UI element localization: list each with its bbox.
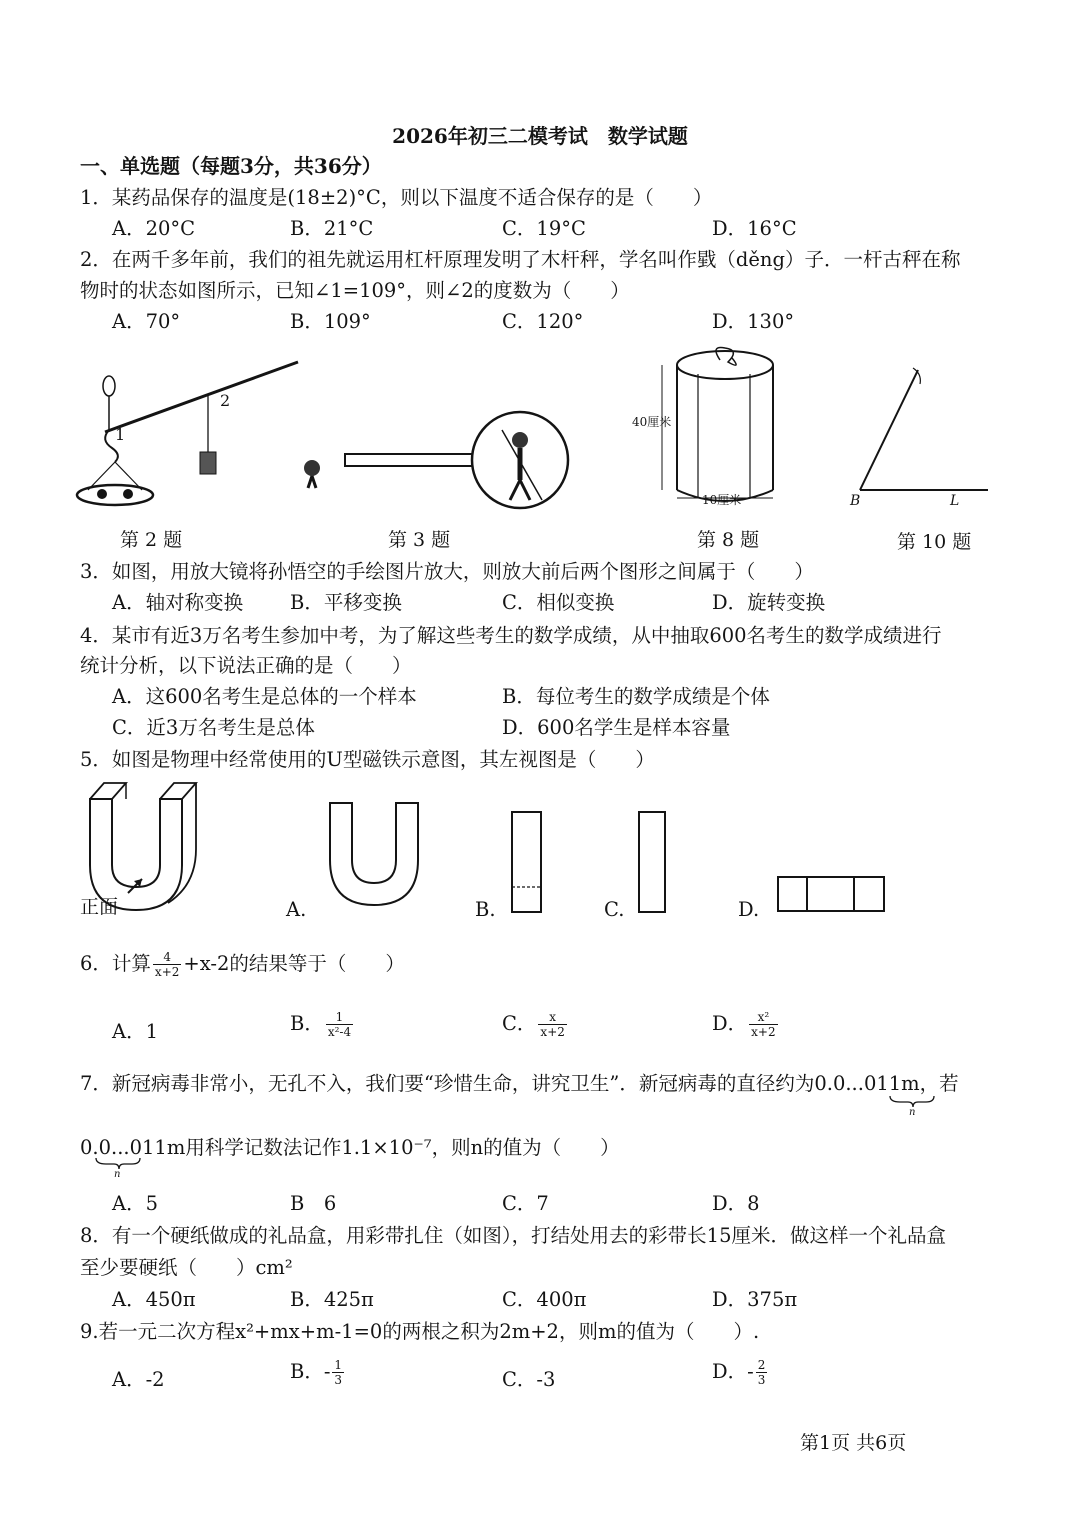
q6-fraction [153,950,181,979]
q6-c-fraction [538,1010,566,1039]
q8-option-b[interactable]: B．425π [290,1288,374,1311]
q9-option-c[interactable] [502,1364,555,1392]
figures-row [70,340,1030,520]
q7-brace-top [888,1094,938,1116]
q5-option-d[interactable]: D. [738,898,760,921]
option-c-rect [639,812,665,912]
section-title: 一、单选题（每题3分，共36分） [80,154,382,178]
q6-a-label: A． [112,1020,146,1043]
angle-1-label: 1 [115,425,126,444]
q7-option-c[interactable]: C．7 [502,1192,549,1215]
q9-option-b[interactable] [290,1356,346,1387]
q6-suffix: +x-2的结果等于（ ） [183,952,405,975]
q6-a-value: 1 [145,1020,159,1043]
page-title: 2026年初三二模考试 数学试题 [392,124,688,148]
q6-option-b[interactable] [290,1008,355,1039]
q6-frac-num: 4 [153,950,181,965]
q3-option-a[interactable]: A．轴对称变换 [112,591,244,614]
question-1-stem: 1．某药品保存的温度是(18±2)°C，则以下温度不适合保存的是（ ） [80,186,713,209]
q6-prefix: 6．计算 [80,952,151,975]
question-4-stem-line1: 4．某市有近3万名考生参加中考，为了解这些考生的数学成绩，从中抽取600名考生的数学成绩进行 [80,624,942,647]
q3-option-b[interactable]: B．平移变换 [290,591,402,614]
q2-option-b[interactable]: B．109° [290,310,371,333]
question-5-stem: 5．如图是物理中经常使用的U型磁铁示意图，其左视图是（ ） [80,748,655,771]
q4-option-d[interactable]: D．600名学生是样本容量 [502,716,731,739]
q7-option-d[interactable]: D．8 [712,1192,760,1215]
q6-option-d[interactable] [712,1008,780,1039]
page-footer: 第1页 共6页 [800,1432,907,1454]
q6-d-label: D． [712,1012,748,1035]
q6-b-num: 1 [326,1010,353,1025]
q2-option-d[interactable]: D．130° [712,310,795,333]
q8-option-c[interactable]: C．400π [502,1288,587,1311]
caption-q10: 第 10 题 [897,531,972,553]
q6-b-label: B． [290,1012,324,1035]
angle-2-label: 2 [220,391,231,410]
question-4-stem-line2: 统计分析，以下说法正确的是（ ） [80,654,412,677]
question-7-stem-line1: 7．新冠病毒非常小，无孔不入，我们要“珍惜生命，讲究卫生”．新冠病毒的直径约为0.0...011m，若 [80,1072,959,1095]
q6-b-den: x²-4 [327,1025,352,1039]
q6-frac-den: x+2 [154,965,180,979]
q7-brace-bottom [94,1156,144,1178]
q3-option-c[interactable]: C．相似变换 [502,591,615,614]
steelyard-figure [77,362,298,505]
q8-option-d[interactable]: D．375π [712,1288,798,1311]
question-6-stem [80,948,405,979]
question-2-stem-line2: 物时的状态如图所示，已知∠1=109°，则∠2的度数为（ ） [80,279,630,302]
diameter-label: 10厘米 [702,493,742,507]
q9-option-a[interactable] [112,1364,165,1392]
magnifier-figure [304,412,568,508]
q4-option-c[interactable]: C．近3万名考生是总体 [112,716,315,739]
option-b-rect-dashed [512,812,541,912]
question-8-stem-line1: 8．有一个硬纸做成的礼品盒，用彩带扎住（如图），打结处用去的彩带长15厘米．做这样一个礼品盒 [80,1224,946,1247]
q4-option-a[interactable]: A．这600名考生是总体的一个样本 [112,685,417,708]
q6-d-den: x+2 [751,1025,776,1039]
question-7-stem-line2: 0.0...011m用科学记数法记作1.1×10⁻⁷，则n的值为（ ） [80,1136,620,1159]
caption-q8: 第 8 题 [697,529,760,551]
q9-c-value: -3 [536,1368,556,1391]
q2-option-c[interactable]: C．120° [502,310,584,333]
q5-option-c[interactable]: C. [604,898,625,921]
caption-q2: 第 2 题 [120,529,183,551]
q8-option-a[interactable]: A．450π [112,1288,196,1311]
q9-b-den: 3 [334,1373,343,1387]
q6-d-fraction [749,1010,777,1039]
q2-option-a[interactable]: A．70° [112,310,181,333]
point-l-label: L [950,493,960,509]
q6-c-num: x [538,1010,566,1025]
option-a-u-shape [330,803,418,905]
q6-d-num: x² [749,1010,777,1025]
q7-option-b[interactable]: B 6 [290,1192,337,1215]
point-b-label: B [850,493,861,509]
q5-option-a[interactable]: A. [286,898,307,921]
gift-box-cylinder-figure [632,348,773,508]
q9-c-label: C． [502,1368,537,1391]
question-3-stem: 3．如图，用放大镜将孙悟空的手绘图片放大，则放大前后两个图形之间属于（ ） [80,560,814,583]
q9-a-value: -2 [145,1368,165,1391]
q9-b-label: B．- [290,1360,331,1383]
q9-d-den: 3 [757,1373,766,1387]
question-8-stem-line2: 至少要硬纸（ ）cm² [80,1256,293,1279]
q9-d-fraction [756,1358,768,1387]
question-2-stem-line1: 2．在两千多年前，我们的祖先就运用杠杆原理发明了木杆秤，学名叫作戥（děng）子．一杆古秤在称 [80,248,961,271]
q9-a-label: A． [112,1368,146,1391]
front-label: 正面 [80,896,119,918]
q1-option-c[interactable]: C．19°C [502,217,586,240]
q1-option-b[interactable]: B．21°C [290,217,374,240]
q9-b-num: 1 [334,1358,343,1372]
angle-figure [849,368,988,509]
u-magnet-3d [90,783,196,910]
caption-q3: 第 3 题 [388,529,451,551]
q6-option-a[interactable] [112,1016,158,1044]
q7-brace-bottom-label: n [114,1169,121,1178]
q3-option-d[interactable]: D．旋转变换 [712,591,826,614]
q7-brace-top-label: n [909,1107,916,1116]
q9-b-fraction [332,1358,344,1387]
q7-option-a[interactable]: A．5 [112,1192,158,1215]
q6-c-label: C． [502,1012,537,1035]
q9-d-label: D．- [712,1360,754,1383]
option-d-rect-split [778,877,884,911]
q9-option-d[interactable] [712,1356,769,1387]
q6-option-c[interactable] [502,1008,569,1039]
height-label: 40厘米 [632,415,672,429]
q6-c-den: x+2 [540,1025,565,1039]
q5-option-b[interactable]: B. [475,898,496,921]
q1-option-a[interactable]: A．20°C [112,217,196,240]
q9-d-num: 2 [757,1358,766,1372]
question-9-stem: 9.若一元二次方程x²+mx+m-1=0的两根之积为2m+2，则m的值为（ ）. [80,1320,760,1343]
q6-b-fraction [326,1010,353,1039]
q1-option-d[interactable]: D．16°C [712,217,797,240]
q4-option-b[interactable]: B．每位考生的数学成绩是个体 [502,685,770,708]
